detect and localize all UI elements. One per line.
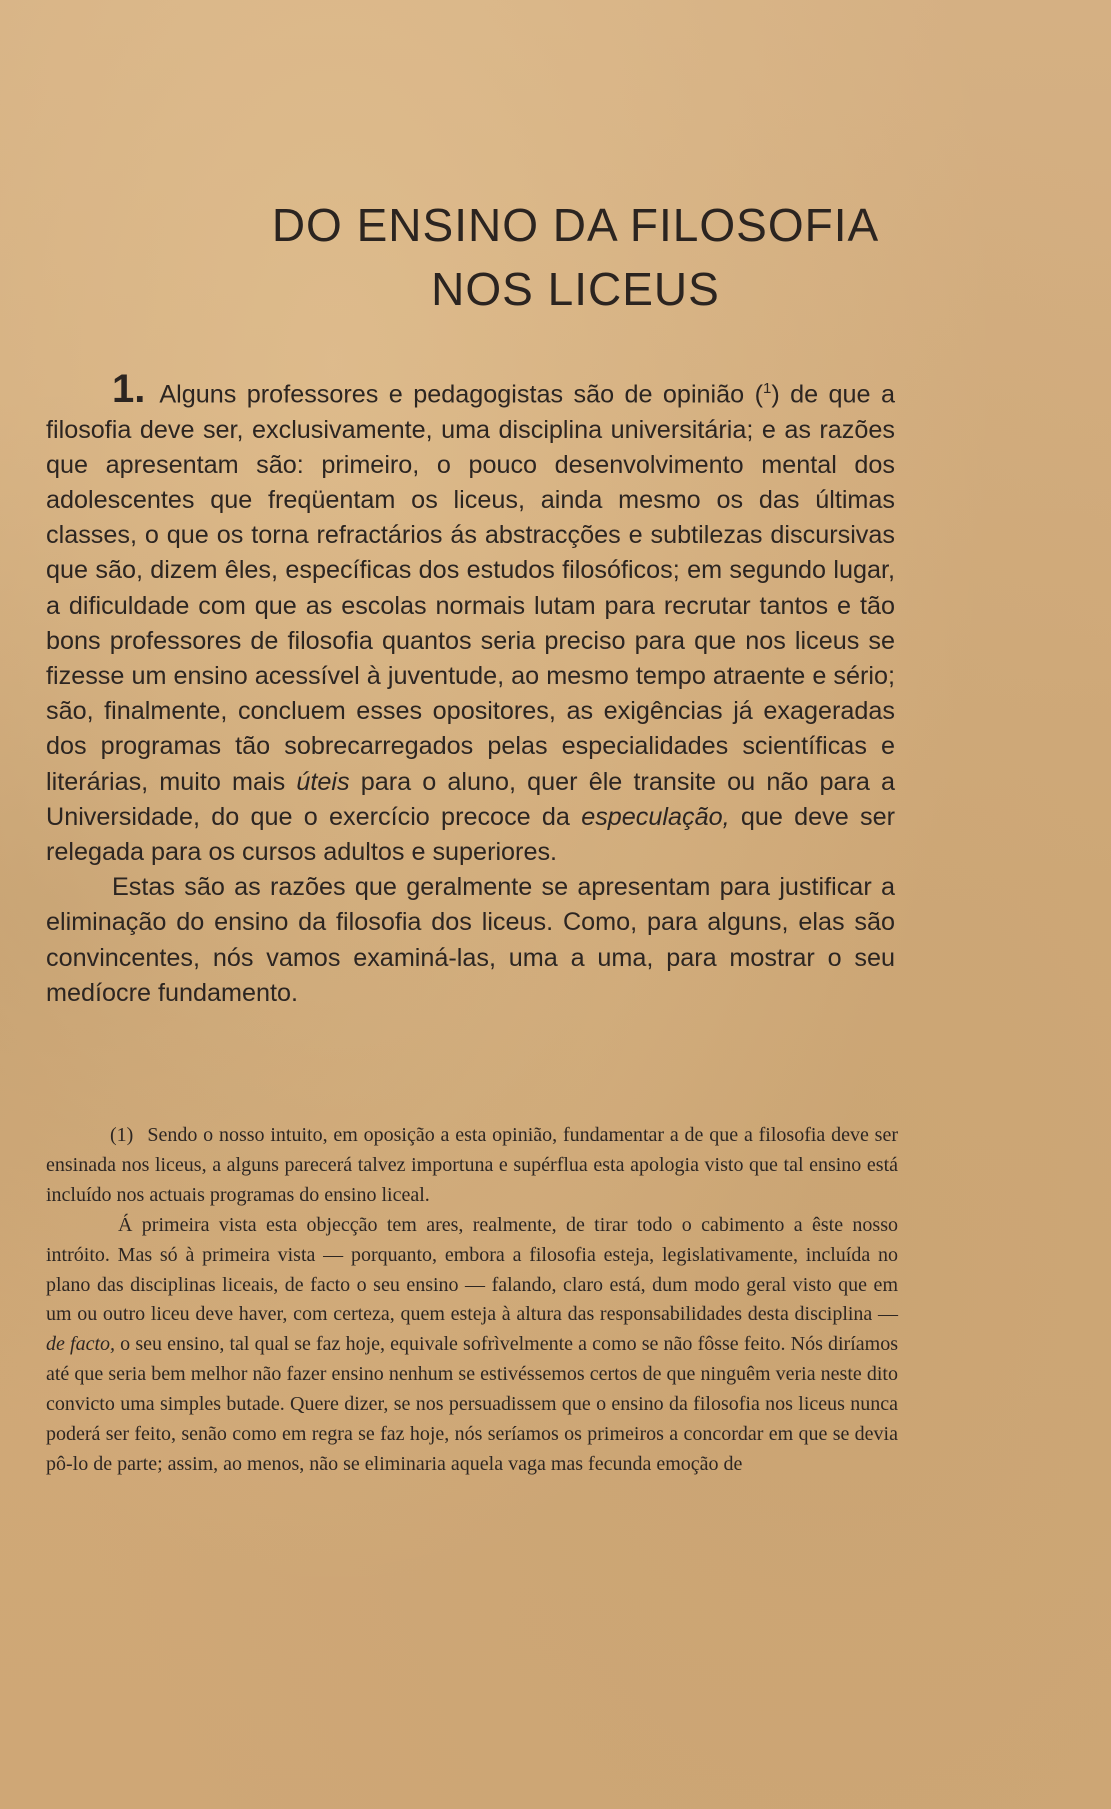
paragraph-1	[46, 367, 896, 870]
chapter-title-line-1: DO ENSINO DA FILOSOFIA	[271, 199, 880, 251]
footnote-paragraph-2	[46, 1211, 898, 1480]
chapter-title-line-2: NOS LICEUS	[431, 263, 720, 315]
paragraph-1-part-2: ) de que a filosofia deve ser, exclusivamente, uma disciplina universitária; e as razões que apresentam são: primeiro, o pouco desenvolvimento mental dos adolescentes que freqüentam os liceus, ainda mesmo os das últimas classes, o que os torna refractários ás abstracções e subtilezas discursivas que são, dizem êles, específicas dos estudos filosóficos; em segundo lugar, a dificuldade com que as escolas normais lutam para recrutar tantos e tão bons professores de filosofia quantos seria preciso para que nos liceus se fizesse um ensino acessível à juventude, ao mesmo tempo atraente e sério; são, finalmente, concluem esses opositores, as exigências já exageradas dos programas tão sobrecarregados pelas especialidades scientíficas e literárias, muito mais	[46, 380, 895, 796]
footnote-paragraph-2-part-1: Á primeira vista esta objecção tem ares, realmente, de tirar todo o cabimento a êste nosso intróito. Mas só à primeira vista — porquanto, embora a filosofia esteja, legislativamente, incluída no plano das disciplinas liceais, de facto o seu ensino — falando, claro está, dum modo geral visto que em um ou outro liceu deve haver, com certeza, quem esteja à altura das responsabilidades desta disciplina —	[46, 1213, 898, 1326]
paragraph-1-part-3: para o aluno, quer êle transite ou não para a Universidade, do que o exercício precoce da	[46, 767, 896, 831]
footnote-paragraph-2-part-2: o seu ensino, tal qual se faz hoje, equivale sofrìvelmente a como se não fôsse feito. Nós diríamos até que seria bem melhor não fazer ensino nenhum se estivéssemos certos de que ninguêm veria neste dito convicto uma simples butade. Quere dizer, se nos persuadissem que o ensino da filosofia nos liceus nunca poderá ser feito, senão como em regra se faz hoje, nós seríamos os primeiros a concordar em que se devia pô-lo de parte; assim, ao menos, não se eliminaria aquela vaga mas fecunda emoção de	[46, 1333, 898, 1475]
italic-word-especulacao: especulação,	[581, 802, 730, 831]
footnote-reference: 1	[762, 380, 772, 397]
paragraph-1-part-4: que deve ser relegada para os cursos adultos e superiores.	[46, 802, 895, 867]
main-text	[46, 367, 896, 1011]
paragraph-1-part-1: Alguns professores e pedagogistas são de opinião (	[159, 380, 763, 409]
footnote-marker: (1)	[110, 1124, 134, 1146]
italic-word-uteis: úteis	[296, 767, 350, 796]
footnote-block	[46, 1121, 898, 1480]
footnote-paragraph-1-text: Sendo o nosso intuito, em oposição a esta opinião, fundamentar a de que a filosofia deve ser ensinada nos liceus, a alguns parecerá talvez importuna e supérflua esta apologia visto que tal ensino está incluído nos actuais programas do ensino liceal.	[46, 1124, 898, 1206]
paragraph-2: Estas são as razões que geralmente se apresentam para justificar a eliminação do ensino da filosofia dos liceus. Como, para alguns, elas são convincentes, nós vamos examiná-las, uma a uma, para mostrar o seu medíocre fundamento.	[46, 873, 895, 1007]
section-number: 1.	[112, 367, 146, 412]
italic-phrase-de-facto: de facto,	[46, 1333, 116, 1356]
footnote-paragraph-1	[46, 1121, 898, 1211]
